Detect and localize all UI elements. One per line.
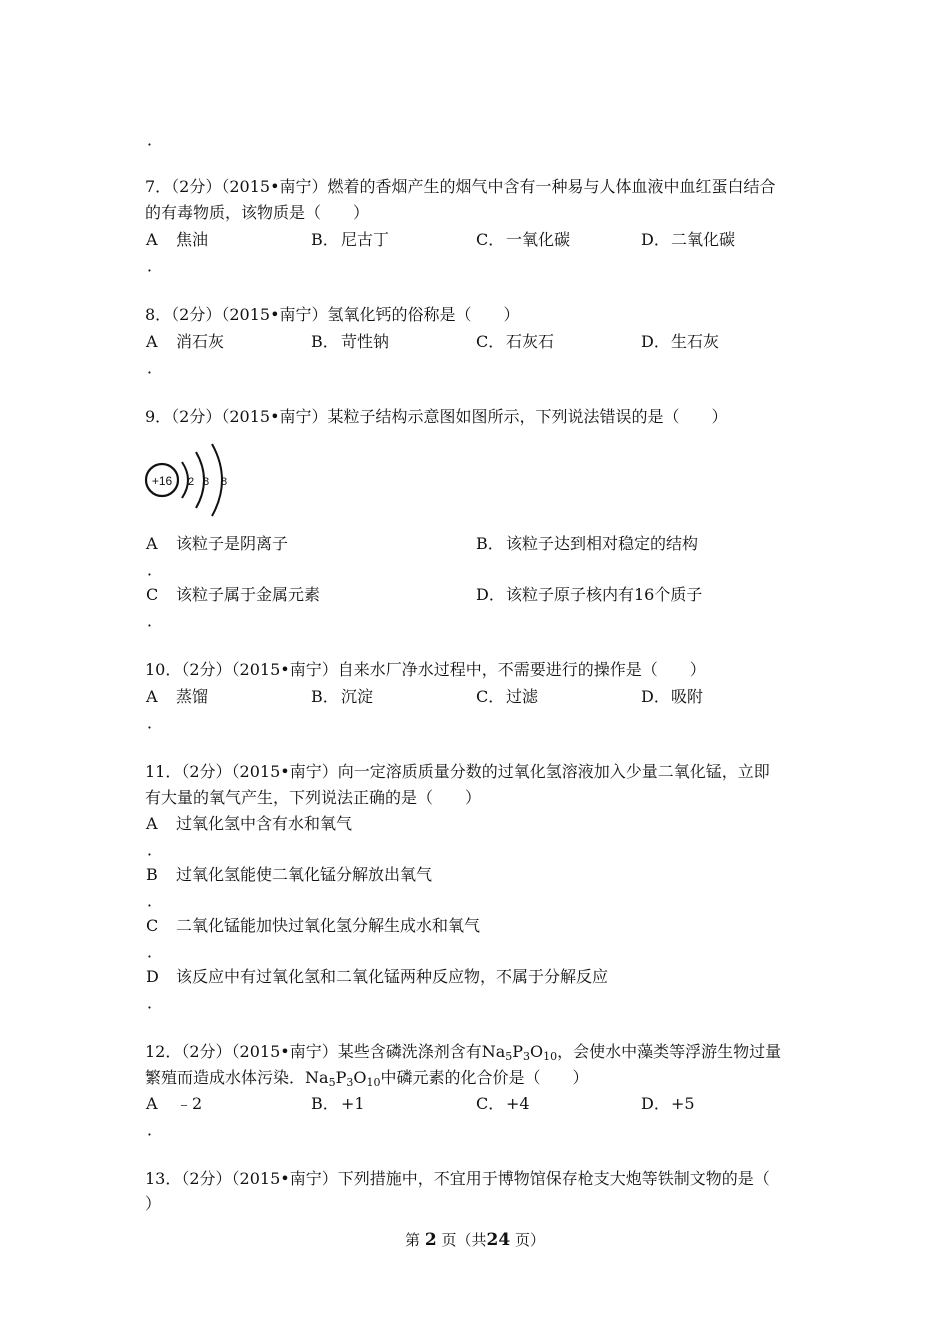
nucleus-charge: +16: [151, 474, 173, 488]
formula-na5p3o10: $Na_5P_3O_{10}$: [481, 1042, 558, 1063]
q10-option-a[interactable]: A 蒸馏: [146, 687, 209, 706]
q10-option-b[interactable]: B． 沉淀: [311, 687, 374, 706]
q12-option-d[interactable]: D．+5: [641, 1094, 695, 1113]
q10-dot: ．: [147, 713, 164, 732]
q7-option-d[interactable]: D．二氧化碳: [641, 230, 736, 249]
q11-dot-a: ．: [147, 840, 164, 859]
q6-tail-dot: ．: [147, 130, 164, 149]
q9-option-c[interactable]: C 该粒子属于金属元素: [146, 585, 321, 604]
shell-electrons-2: 8: [202, 476, 210, 488]
q12-stem-line2: 繁殖而造成水体污染．$Na_5P_3O_{10}$中磷元素的化合价是（ ）: [145, 1068, 589, 1089]
q7-option-c[interactable]: C． 一氧化碳: [476, 230, 571, 249]
q9-option-d[interactable]: D．该粒子原子核内有16个质子: [476, 585, 703, 604]
q8-option-d[interactable]: D．生石灰: [641, 332, 720, 351]
q12-option-a[interactable]: A ﹣2: [146, 1094, 203, 1113]
q12-option-c[interactable]: C． +4: [476, 1094, 530, 1113]
q12-dot: ．: [147, 1120, 164, 1139]
q7-option-b[interactable]: B． 尼古丁: [311, 230, 390, 249]
q11-option-a[interactable]: A 过氧化氢中含有水和氧气: [146, 814, 353, 833]
page-footer: 第 2 页（共24 页）: [405, 1230, 545, 1250]
q9-dot-1: ．: [147, 560, 164, 579]
q9-option-b[interactable]: B． 该粒子达到相对稳定的结构: [476, 534, 699, 553]
q9-option-a[interactable]: A 该粒子是阴离子: [146, 534, 289, 553]
shell-electrons-1: 2: [187, 476, 195, 488]
q13-stem-line2: ）: [145, 1194, 162, 1213]
q8-option-a[interactable]: A 消石灰: [146, 332, 225, 351]
q12-stem-line1: 12．（2分）（2015•南宁）某些含磷洗涤剂含有$Na_5P_3O_{10}$，会使水中藻类等浮游生物过量: [145, 1042, 782, 1063]
total-pages: 24: [486, 1230, 511, 1250]
q11-option-b[interactable]: B 过氧化氢能使二氧化锰分解放出氧气: [146, 865, 433, 884]
q7-option-a[interactable]: A 焦油: [146, 230, 209, 249]
q8-option-b[interactable]: B． 苛性钠: [311, 332, 390, 351]
q11-stem-line1: 11．（2分）（2015•南宁）向一定溶质质量分数的过氧化氢溶液加入少量二氧化锰，立即: [145, 762, 770, 781]
q7-stem-line2: 的有毒物质，该物质是（ ）: [145, 203, 370, 222]
q8-dot: ．: [147, 358, 164, 377]
current-page-number: 2: [424, 1230, 437, 1250]
q7-dot: ．: [147, 256, 164, 275]
q8-stem-line1: 8．（2分）（2015•南宁）氢氧化钙的俗称是（ ）: [145, 305, 520, 324]
q9-dot-2: ．: [147, 611, 164, 630]
q11-stem-line2: 有大量的氧气产生，下列说法正确的是（ ）: [145, 788, 482, 807]
q11-option-d[interactable]: D 该反应中有过氧化氢和二氧化锰两种反应物，不属于分解反应: [146, 967, 609, 986]
q13-stem-line1: 13．（2分）（2015•南宁）下列措施中，不宜用于博物馆保存枪支大炮等铁制文物的是（: [145, 1169, 770, 1188]
q10-option-c[interactable]: C． 过滤: [476, 687, 539, 706]
q7-stem-line1: 7．（2分）（2015•南宁）燃着的香烟产生的烟气中含有一种易与人体血液中血红蛋白结合: [145, 177, 776, 196]
q9-stem-line1: 9．（2分）（2015•南宁）某粒子结构示意图如图所示，下列说法错误的是（ ）: [145, 407, 728, 426]
q11-dot-d: ．: [147, 993, 164, 1012]
q8-option-c[interactable]: C． 石灰石: [476, 332, 555, 351]
shell-electrons-3: 8: [220, 476, 228, 488]
q11-option-c[interactable]: C 二氧化锰能加快过氧化氢分解生成水和氧气: [146, 916, 481, 935]
atom-structure-diagram: [140, 440, 240, 520]
q11-dot-b: ．: [147, 891, 164, 910]
formula-na5p3o10-2: $Na_5P_3O_{10}$: [305, 1068, 381, 1089]
q12-option-b[interactable]: B． +1: [311, 1094, 365, 1113]
q10-stem-line1: 10．（2分）（2015•南宁）自来水厂净水过程中，不需要进行的操作是（ ）: [145, 660, 706, 679]
q11-dot-c: ．: [147, 942, 164, 961]
q10-option-d[interactable]: D．吸附: [641, 687, 704, 706]
